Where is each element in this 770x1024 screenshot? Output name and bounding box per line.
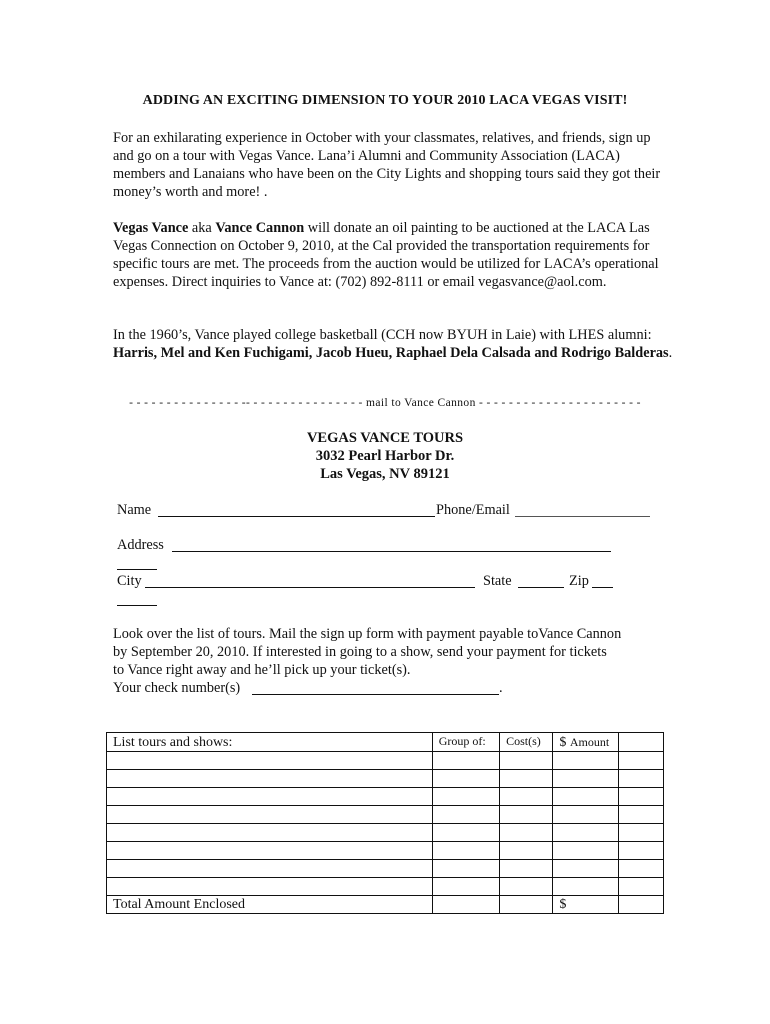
amount-cell[interactable] bbox=[553, 860, 618, 878]
table-row[interactable] bbox=[107, 860, 664, 878]
amount-cell[interactable] bbox=[553, 878, 618, 896]
header-cost: Cost(s) bbox=[500, 733, 553, 752]
group-cell[interactable] bbox=[432, 788, 499, 806]
header-amount bbox=[553, 733, 618, 752]
table-row[interactable] bbox=[107, 824, 664, 842]
state-field[interactable] bbox=[518, 587, 564, 588]
donation-paragraph bbox=[113, 219, 673, 291]
history-paragraph bbox=[113, 326, 673, 362]
instructions-line-3: to Vance right away and he’ll pick up your ticket(s). bbox=[113, 662, 411, 678]
header-dollar: $ bbox=[559, 735, 567, 750]
table-row[interactable] bbox=[107, 788, 664, 806]
header-blank bbox=[618, 733, 663, 752]
extra-cell[interactable] bbox=[618, 770, 663, 788]
zip-label: Zip bbox=[569, 573, 589, 589]
cost-cell[interactable] bbox=[500, 842, 553, 860]
total-cost-cell bbox=[500, 896, 553, 914]
cost-cell[interactable] bbox=[500, 806, 553, 824]
aka-text: aka bbox=[188, 220, 216, 236]
extra-cell[interactable] bbox=[618, 878, 663, 896]
alumni-names: Harris, Mel and Ken Fuchigami, Jacob Hueu, Raphael Dela Calsada and Rodrigo Balderas bbox=[113, 345, 669, 361]
extra-cell[interactable] bbox=[618, 860, 663, 878]
name-field[interactable] bbox=[158, 516, 435, 517]
vance-cannon-name: Vance Cannon bbox=[215, 220, 305, 236]
company-city: Las Vegas, NV 89121 bbox=[320, 466, 450, 482]
tour-cell[interactable] bbox=[107, 806, 433, 824]
cost-cell[interactable] bbox=[500, 860, 553, 878]
instructions-line-2: by September 20, 2010. If interested in going to a show, send your payment for tickets bbox=[113, 644, 607, 660]
address-field[interactable] bbox=[172, 551, 611, 552]
total-amount-cell[interactable]: $ bbox=[553, 896, 618, 914]
extra-cell[interactable] bbox=[618, 806, 663, 824]
total-label: Total Amount Enclosed bbox=[107, 896, 433, 914]
header-group: Group of: bbox=[432, 733, 499, 752]
group-cell[interactable] bbox=[432, 878, 499, 896]
group-cell[interactable] bbox=[432, 770, 499, 788]
check-number-end: . bbox=[499, 680, 503, 696]
tour-cell[interactable] bbox=[107, 878, 433, 896]
check-number-label: Your check number(s) bbox=[113, 680, 241, 696]
total-extra-cell bbox=[618, 896, 663, 914]
table-row[interactable] bbox=[107, 806, 664, 824]
phone-email-label: Phone/Email bbox=[436, 502, 510, 518]
table-header-row bbox=[107, 733, 664, 752]
group-cell[interactable] bbox=[432, 860, 499, 878]
address-field-continued[interactable] bbox=[117, 569, 157, 570]
state-label: State bbox=[483, 573, 512, 589]
page-title: ADDING AN EXCITING DIMENSION TO YOUR 2010 LACA VEGAS VISIT! bbox=[142, 93, 628, 108]
zip-field-continued[interactable] bbox=[117, 605, 157, 606]
tour-cell[interactable] bbox=[107, 752, 433, 770]
history-text: In the 1960’s, Vance played college basketball (CCH now BYUH in Laie) with LHES alumni: bbox=[113, 327, 652, 343]
header-tours: List tours and shows: bbox=[107, 733, 433, 752]
cost-cell[interactable] bbox=[500, 824, 553, 842]
tour-cell[interactable] bbox=[107, 842, 433, 860]
table-row[interactable] bbox=[107, 752, 664, 770]
cost-cell[interactable] bbox=[500, 878, 553, 896]
amount-cell[interactable] bbox=[553, 788, 618, 806]
tour-cell[interactable] bbox=[107, 770, 433, 788]
header-amount-label: Amount bbox=[569, 735, 610, 749]
extra-cell[interactable] bbox=[618, 842, 663, 860]
history-end: . bbox=[668, 345, 673, 361]
group-cell[interactable] bbox=[432, 806, 499, 824]
address-label: Address bbox=[117, 537, 164, 553]
total-group-cell bbox=[432, 896, 499, 914]
amount-cell[interactable] bbox=[553, 752, 618, 770]
city-field[interactable] bbox=[145, 587, 475, 588]
zip-field[interactable] bbox=[592, 587, 613, 588]
table-row[interactable] bbox=[107, 770, 664, 788]
amount-cell[interactable] bbox=[553, 842, 618, 860]
tours-table bbox=[106, 732, 664, 914]
instructions-line-1: Look over the list of tours. Mail the sign up form with payment payable toVance Cannon bbox=[113, 626, 622, 642]
city-label: City bbox=[117, 573, 142, 589]
amount-cell[interactable] bbox=[553, 824, 618, 842]
cost-cell[interactable] bbox=[500, 752, 553, 770]
name-label: Name bbox=[117, 502, 152, 518]
cost-cell[interactable] bbox=[500, 770, 553, 788]
group-cell[interactable] bbox=[432, 842, 499, 860]
mail-divider: - - - - - - - - - - - - - - - -- - - - - - - - - - - - - - - - mail to Vance Cannon - - - - - - - - - - - - - - - - - - - - - - bbox=[129, 397, 641, 409]
group-cell[interactable] bbox=[432, 824, 499, 842]
tour-cell[interactable] bbox=[107, 860, 433, 878]
extra-cell[interactable] bbox=[618, 824, 663, 842]
company-name: VEGAS VANCE TOURS bbox=[306, 430, 464, 446]
amount-cell[interactable] bbox=[553, 770, 618, 788]
extra-cell[interactable] bbox=[618, 788, 663, 806]
tour-cell[interactable] bbox=[107, 824, 433, 842]
tour-cell[interactable] bbox=[107, 788, 433, 806]
table-total-row bbox=[107, 896, 664, 914]
cost-cell[interactable] bbox=[500, 788, 553, 806]
group-cell[interactable] bbox=[432, 752, 499, 770]
donation-text: will donate an oil painting to be auctioned at the LACA Las Vegas Connection on October 9, 2010, at the Cal provided the transportation requirements for specific tours are met. The proceeds from the auction would be utilized for LACA’s operational expenses. Direct inquiries to Vance at: (702) 892-8111 or email vegasvance@aol.com. bbox=[113, 220, 659, 290]
intro-paragraph: For an exhilarating experience in October with your classmates, relatives, and friends, sign up and go on a tour with Vegas Vance. Lana’i Alumni and Community Association (LACA) members and Lanaians who have been on the City Lights and shopping tours said they got their money’s worth and more! . bbox=[113, 130, 661, 200]
table-row[interactable] bbox=[107, 878, 664, 896]
phone-email-field[interactable] bbox=[515, 516, 650, 517]
check-number-field[interactable] bbox=[252, 694, 499, 695]
table-row[interactable] bbox=[107, 842, 664, 860]
extra-cell[interactable] bbox=[618, 752, 663, 770]
vegas-vance-name: Vegas Vance bbox=[113, 220, 189, 236]
amount-cell[interactable] bbox=[553, 806, 618, 824]
company-street: 3032 Pearl Harbor Dr. bbox=[315, 448, 455, 464]
